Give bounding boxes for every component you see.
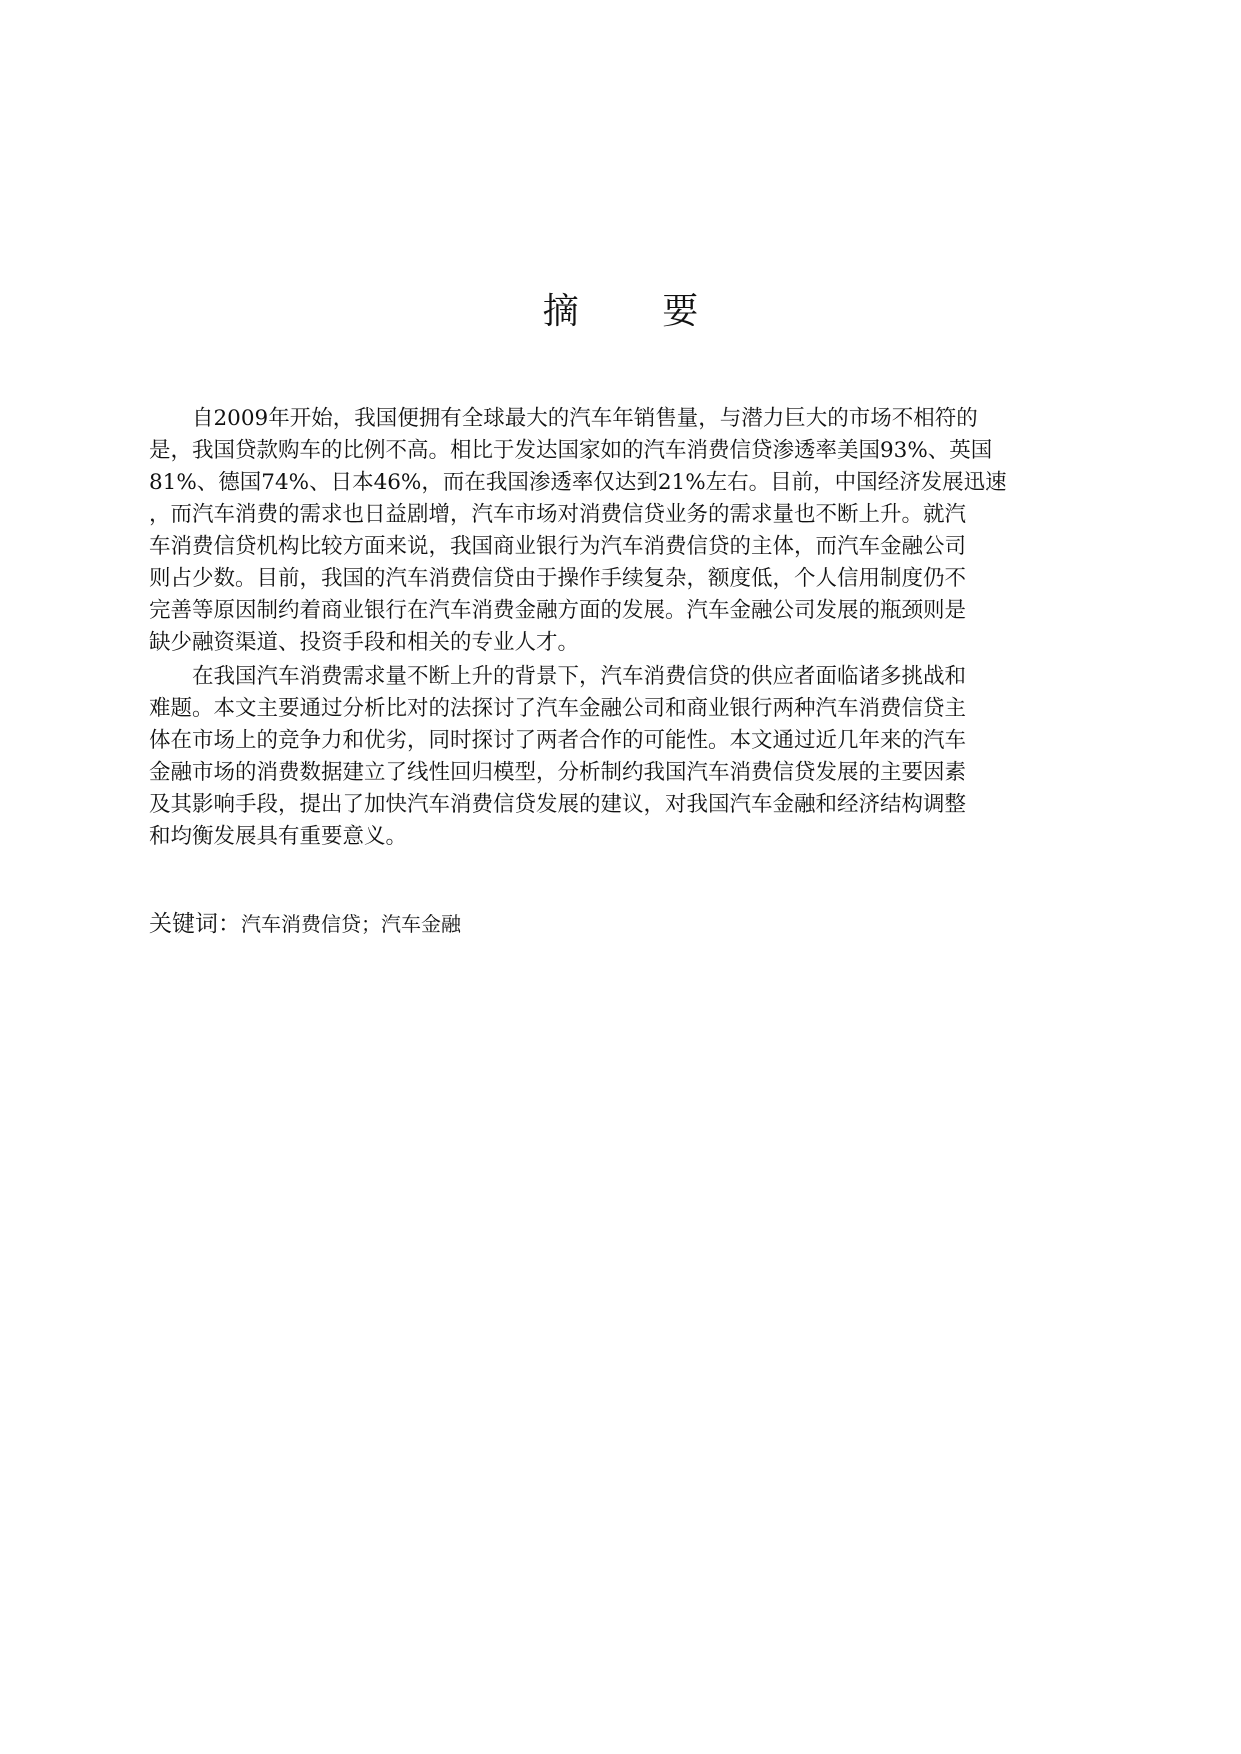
text-line: ，而汽车消费的需求也日益剧增，汽车市场对消费信贷业务的需求量也不断上升。就汽 <box>149 502 967 527</box>
page-title: 摘 要 <box>542 291 735 332</box>
keywords-values: 汽车消费信贷；汽车金融 <box>241 912 461 936</box>
text-line: 车消费信贷机构比较方面来说，我国商业银行为汽车消费信贷的主体，而汽车金融公司 <box>149 534 967 559</box>
text-line: 缺少融资渠道、投资手段和相关的专业人才。 <box>149 630 580 655</box>
text-line: 体在市场上的竞争力和优劣，同时探讨了两者合作的可能性。本文通过近几年来的汽车 <box>149 728 967 753</box>
text-line: 及其影响手段，提出了加快汽车消费信贷发展的建议，对我国汽车金融和经济结构调整 <box>149 792 967 817</box>
text-line: 自2009年开始，我国便拥有全球最大的汽车年销售量，与潜力巨大的市场不相符的 <box>149 406 978 431</box>
text-line: 金融市场的消费数据建立了线性回归模型，分析制约我国汽车消费信贷发展的主要因素 <box>149 760 967 785</box>
text-line: 是，我国贷款购车的比例不高。相比于发达国家如的汽车消费信贷渗透率美国93%、英国 <box>149 438 993 463</box>
abstract-body <box>149 403 1095 853</box>
text-line: 则占少数。目前，我国的汽车消费信贷由于操作手续复杂，额度低，个人信用制度仍不 <box>149 566 967 591</box>
keywords-label: 关键词： <box>149 911 241 937</box>
text-line: 完善等原因制约着商业银行在汽车消费金融方面的发展。汽车金融公司发展的瓶颈则是 <box>149 598 967 623</box>
text-line: 难题。本文主要通过分析比对的法探讨了汽车金融公司和商业银行两种汽车消费信贷主 <box>149 696 967 721</box>
text-line: 81%、德国74%、日本46%，而在我国渗透率仅达到21%左右。目前，中国经济发展迅速 <box>149 470 1007 495</box>
abstract-paragraph-1 <box>149 403 1095 659</box>
keywords-line <box>149 906 461 942</box>
text-line: 和均衡发展具有重要意义。 <box>149 824 408 849</box>
text-line: 在我国汽车消费需求量不断上升的背景下，汽车消费信贷的供应者面临诸多挑战和 <box>149 664 967 689</box>
abstract-paragraph-2 <box>149 661 1095 853</box>
